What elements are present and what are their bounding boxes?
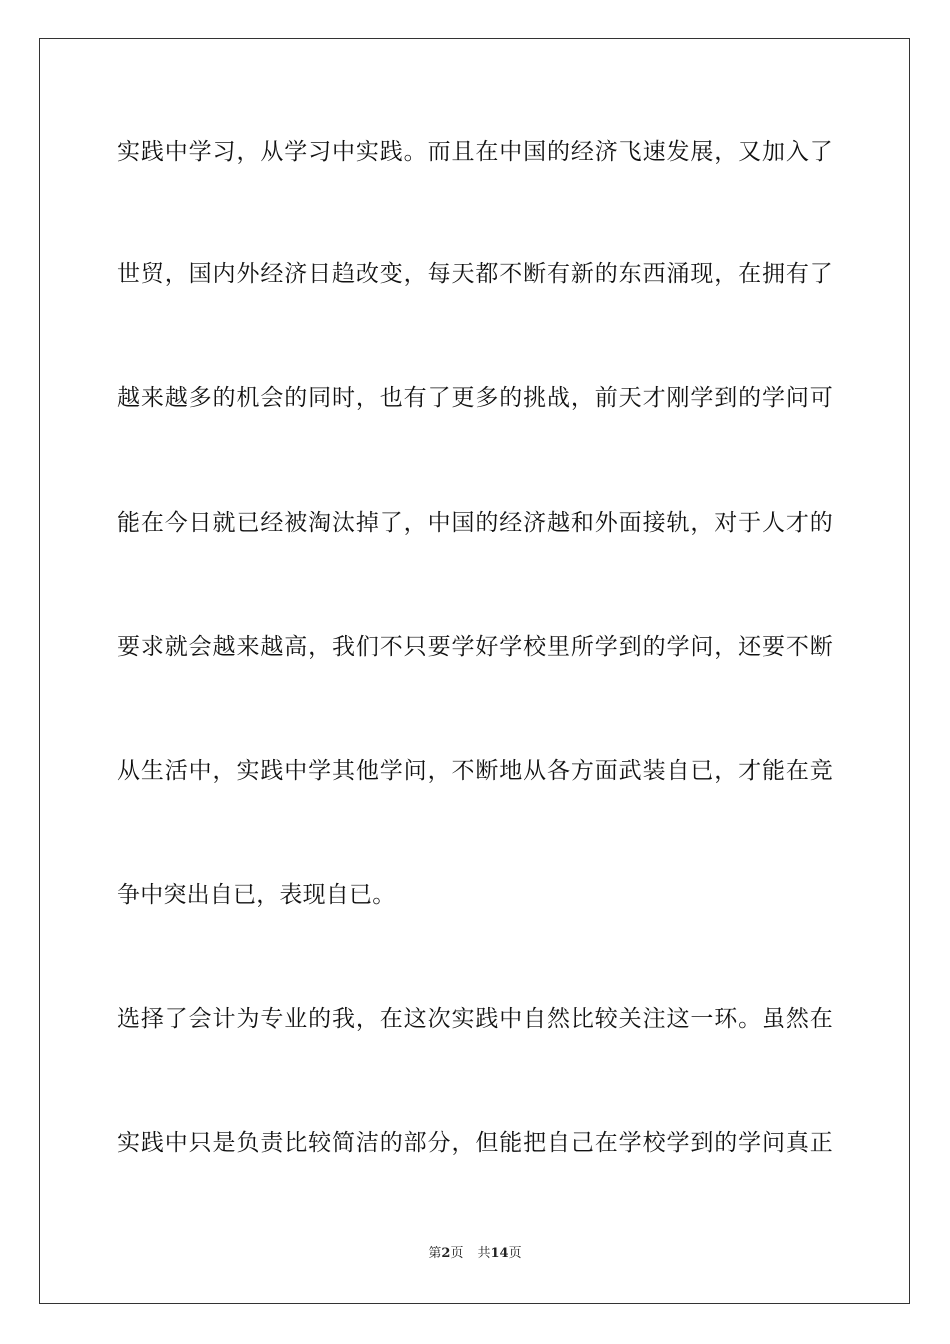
body-text-line-2: 世贸，国内外经济日趋改变，每天都不断有新的东西涌现，在拥有了 — [117, 261, 833, 287]
page-number-suffix: 页 — [450, 1246, 464, 1261]
body-text-line-1: 实践中学习，从学习中实践。而且在中国的经济飞速发展，又加入了 — [117, 139, 833, 165]
page-number-prefix: 第 — [428, 1246, 442, 1261]
body-text-line-8: 选择了会计为专业的我，在这次实践中自然比较关注这一环。虽然在 — [117, 1006, 833, 1032]
page-footer — [0, 1245, 950, 1263]
page-number: 2 — [441, 1246, 451, 1261]
page-border — [39, 38, 910, 1304]
body-text-line-4: 能在今日就已经被淘汰掉了，中国的经济越和外面接轨，对于人才的 — [117, 510, 833, 536]
total-pages: 14 — [490, 1246, 509, 1261]
body-text-line-7: 争中突出自已，表现自已。 — [117, 882, 396, 908]
body-text-line-9: 实践中只是负责比较简洁的部分，但能把自己在学校学到的学问真正 — [117, 1130, 833, 1156]
body-text-line-6: 从生活中，实践中学其他学问，不断地从各方面武装自已，才能在竞 — [117, 758, 833, 784]
total-pages-suffix: 页 — [508, 1246, 522, 1261]
body-text-line-5: 要求就会越来越高，我们不只要学好学校里所学到的学问，还要不断 — [117, 634, 833, 660]
total-pages-prefix: 共 — [477, 1246, 491, 1261]
body-text-line-3: 越来越多的机会的同时，也有了更多的挑战，前天才刚学到的学问可 — [117, 385, 833, 411]
